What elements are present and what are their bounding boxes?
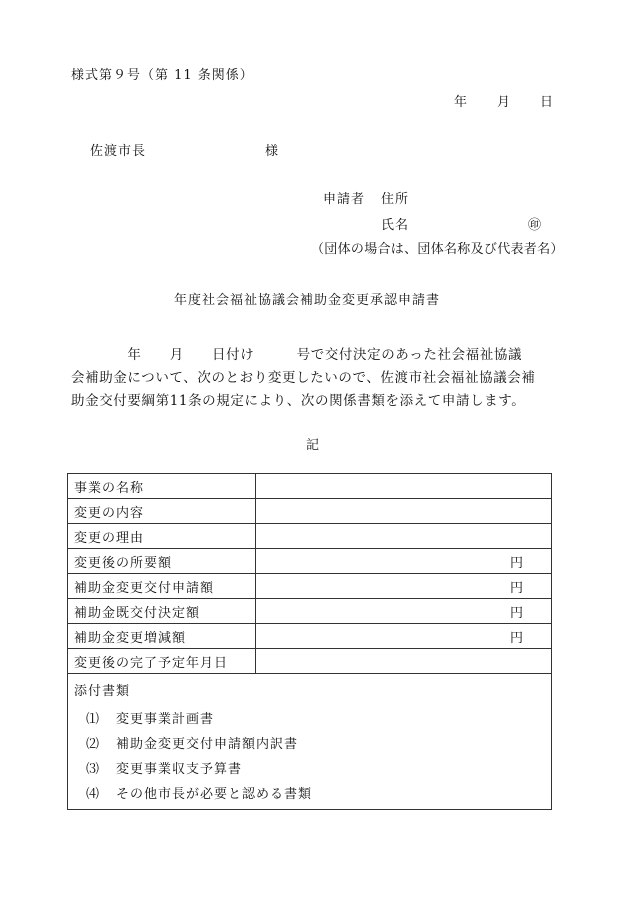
addressee-mayor: 佐渡市長 <box>90 144 147 159</box>
seal-mark: ㊞ <box>528 218 543 233</box>
attachment-text: 補助金変更交付申請額内訳書 <box>116 737 299 752</box>
attachment-item <box>74 782 551 807</box>
attachment-number: ⑶ <box>86 762 101 777</box>
applicant-label: 申請者 <box>323 192 366 207</box>
row-label: 変更の内容 <box>68 499 256 524</box>
form-number: 様式第９号（第 11 条関係） <box>71 68 254 83</box>
row-value-field[interactable]: 円 <box>256 624 552 649</box>
date-day: 日 <box>540 95 555 110</box>
attachments-row <box>68 674 552 810</box>
application-table <box>67 473 552 810</box>
name-label: 氏名 <box>381 218 410 233</box>
attachment-item <box>74 732 551 757</box>
row-value-field[interactable] <box>256 474 552 499</box>
document-title: 年度社会福祉協議会補助金変更承認申請書 <box>174 293 441 308</box>
table-row <box>68 649 552 674</box>
attachment-text: その他市長が必要と認める書類 <box>116 787 313 802</box>
row-value-field[interactable] <box>256 524 552 549</box>
date-month: 月 <box>497 95 512 110</box>
attachment-number: ⑵ <box>86 737 101 752</box>
row-label: 変更後の完了予定年月日 <box>68 649 256 674</box>
row-value-field[interactable]: 円 <box>256 599 552 624</box>
table-row <box>68 499 552 524</box>
row-label: 補助金既交付決定額 <box>68 599 256 624</box>
row-label: 変更後の所要額 <box>68 549 256 574</box>
table-row <box>68 474 552 499</box>
attachment-number: ⑴ <box>86 712 101 727</box>
attachment-text: 変更事業計画書 <box>116 712 215 727</box>
row-label: 変更の理由 <box>68 524 256 549</box>
table-row <box>68 549 552 574</box>
table-row <box>68 574 552 599</box>
ki-heading: 記 <box>306 438 321 453</box>
attachments-cell <box>68 674 552 810</box>
table-row <box>68 624 552 649</box>
body-line: 会補助金について、次のとおり変更したいので、佐渡市社会福祉協議会補 <box>71 370 536 386</box>
row-value-field[interactable] <box>256 499 552 524</box>
row-label: 事業の名称 <box>68 474 256 499</box>
date-year: 年 <box>454 95 469 110</box>
body-line: 年 月 日付け 号で交付決定のあった社会福祉協議 <box>71 347 523 363</box>
body-line: 助金交付要綱第11条の規定により、次の関係書類を添えて申請します。 <box>71 393 526 409</box>
attachments-title: 添付書類 <box>74 684 131 699</box>
table-row <box>68 599 552 624</box>
row-value-field[interactable]: 円 <box>256 574 552 599</box>
row-value-field[interactable]: 円 <box>256 549 552 574</box>
attachment-number: ⑷ <box>86 787 101 802</box>
attachment-item <box>74 707 551 732</box>
table-row <box>68 524 552 549</box>
body-paragraph <box>71 344 561 413</box>
applicant-note: （団体の場合は、団体名称及び代表者名） <box>311 242 564 257</box>
row-label: 補助金変更交付申請額 <box>68 574 256 599</box>
row-value-field[interactable] <box>256 649 552 674</box>
row-label: 補助金変更増減額 <box>68 624 256 649</box>
address-label: 住所 <box>381 192 410 207</box>
attachment-text: 変更事業収支予算書 <box>116 762 243 777</box>
attachment-item <box>74 757 551 782</box>
addressee-honorific: 様 <box>265 144 280 159</box>
